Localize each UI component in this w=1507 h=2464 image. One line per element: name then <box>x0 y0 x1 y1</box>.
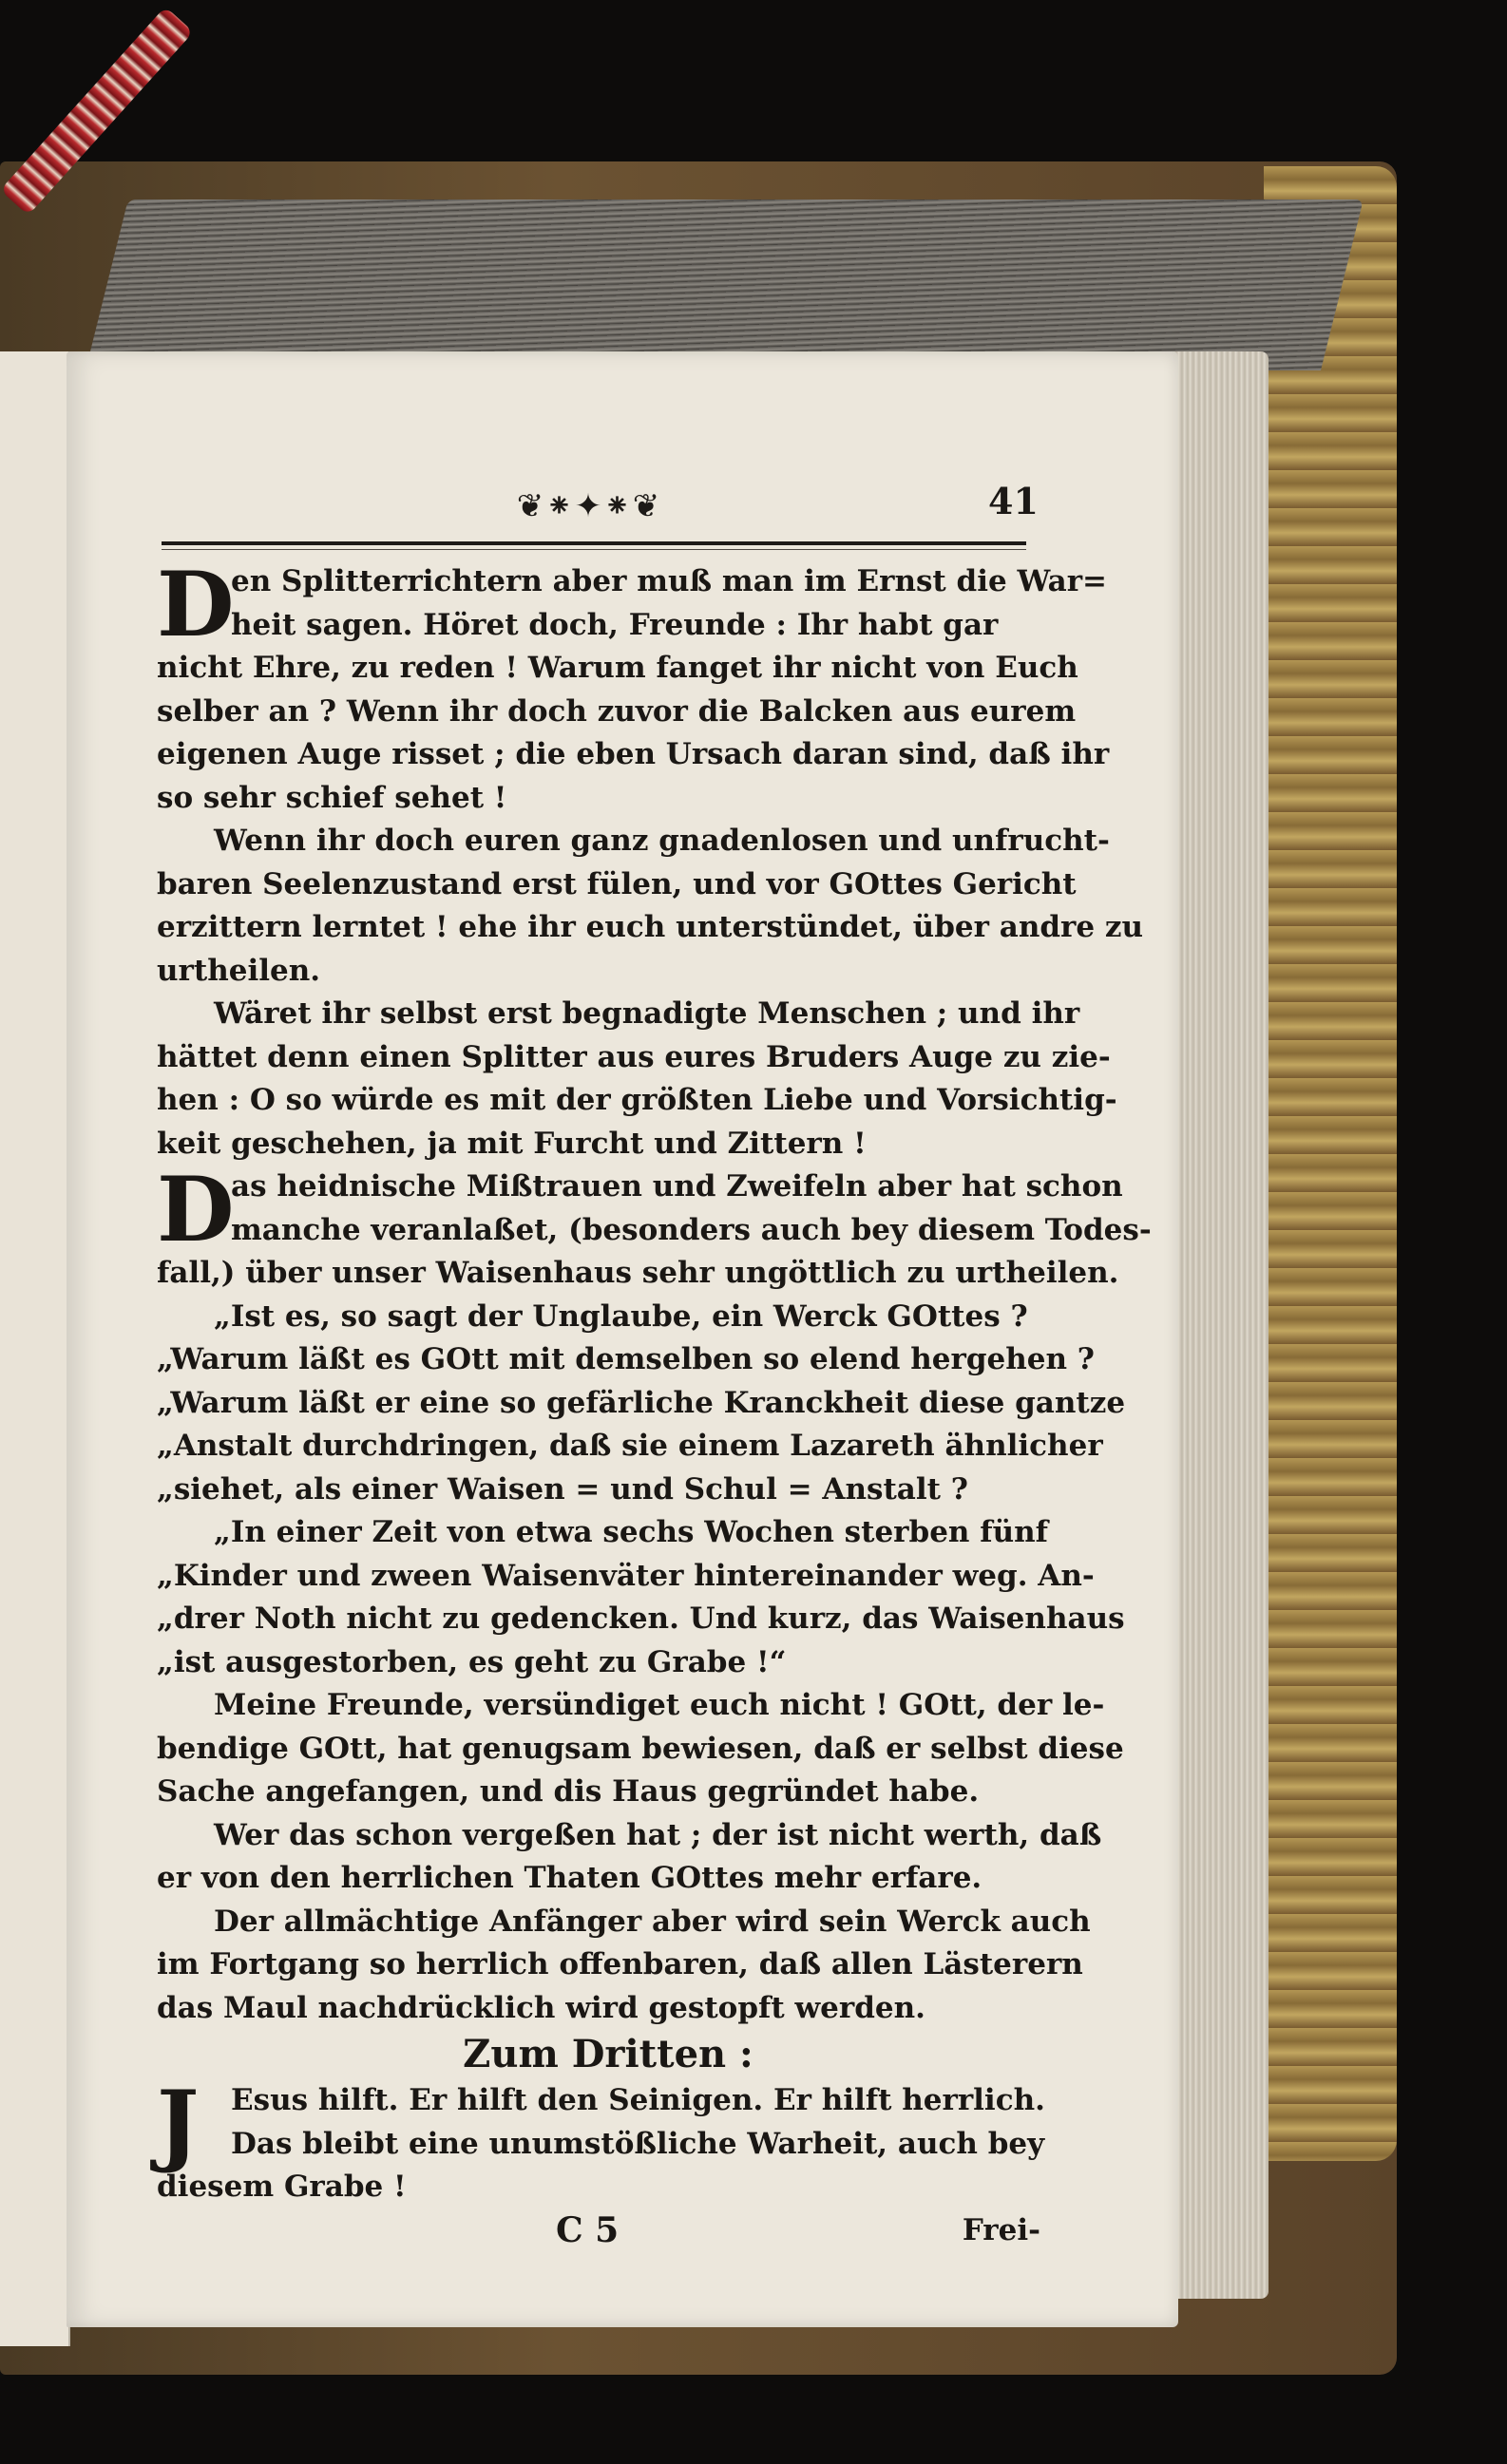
text-line: manche veranlaßet, (besonders auch bey diesem Todes- <box>231 1212 1152 1247</box>
text-line: Esus hilft. Er hilft den Seinigen. Er hilft herrlich. <box>231 2083 1045 2117</box>
text-line: „ist ausgestorben, es geht zu Grabe !“ <box>157 1644 787 1679</box>
text-line: „Anstalt durchdringen, daß sie einem Lazareth ähnlicher <box>157 1429 1103 1463</box>
drop-initial: D <box>157 553 235 657</box>
text-line: „Ist es, so sagt der Unglaube, ein Werck GOttes ? <box>214 1298 1028 1334</box>
header-rule-thin <box>162 549 1026 550</box>
text-line: keit geschehen, ja mit Furcht und Zittern ! <box>157 1126 867 1161</box>
drop-initial: D <box>157 1158 235 1262</box>
text-line: „Warum läßt es GOtt mit demselben so elend hergehen ? <box>157 1342 1095 1376</box>
text-line: bendige GOtt, hat genugsam bewiesen, daß er selbst diese <box>157 1731 1124 1766</box>
text-line: hen : O so würde es mit der größten Liebe und Vorsichtig- <box>157 1083 1117 1117</box>
catchword: Frei- <box>962 2212 1040 2247</box>
text-line: „In einer Zeit von etwa sechs Wochen sterben fünf <box>214 1515 1048 1549</box>
paragraph-10 <box>157 2072 1045 2209</box>
text-line: Sache angefangen, und dis Haus gegründet habe. <box>157 1774 980 1809</box>
page-number: 41 <box>988 480 1039 522</box>
signature-mark: C 5 <box>556 2209 620 2250</box>
header-ornament: ❦⁕✦⁕❦ <box>516 487 662 525</box>
paragraph-6 <box>157 1511 1125 1684</box>
text-line: eigenen Auge risset ; die eben Ursach daran sind, daß ihr <box>157 737 1110 771</box>
paragraph-8 <box>157 1814 1102 1901</box>
text-line: nicht Ehre, zu reden ! Warum fanget ihr nicht von Euch <box>157 651 1078 685</box>
text-line: Wenn ihr doch euren ganz gnadenlosen und unfrucht- <box>214 824 1110 858</box>
paragraph-3 <box>157 993 1117 1166</box>
paragraph-4 <box>157 1158 1152 1296</box>
text-line: as heidnische Mißtrauen und Zweifeln aber hat schon <box>231 1169 1123 1204</box>
paragraph-7 <box>157 1684 1124 1814</box>
text-line: „drer Noth nicht zu gedencken. Und kurz, das Waisenhaus <box>157 1602 1125 1636</box>
text-line: fall,) über unser Waisenhaus sehr ungöttlich zu urtheilen. <box>157 1256 1119 1290</box>
text-line: im Fortgang so herrlich offenbaren, daß allen Lästerern <box>157 1947 1083 1981</box>
paragraph-5 <box>157 1296 1126 1512</box>
paragraph-9 <box>157 1901 1091 2031</box>
text-line: Das bleibt eine unumstößliche Warheit, auch bey <box>231 2126 1045 2161</box>
paragraph-2 <box>157 820 1144 993</box>
text-line: das Maul nachdrücklich wird gestopft werden. <box>157 1990 925 2025</box>
header-rule <box>162 541 1026 545</box>
text-line: selber an ? Wenn ihr doch zuvor die Balcken aus eurem <box>157 693 1077 729</box>
drop-initial: J <box>157 2072 200 2176</box>
section-heading: Zum Dritten : <box>463 2032 754 2076</box>
text-line: urtheilen. <box>157 953 321 988</box>
text-line: Wer das schon vergeßen hat ; der ist nicht werth, daß <box>214 1817 1102 1852</box>
page-block-top-edge <box>86 199 1364 370</box>
page-block-side-edge <box>1173 351 1269 2299</box>
text-line: „Warum läßt er eine so gefärliche Kranckheit diese gantze <box>157 1385 1126 1420</box>
text-line: er von den herrlichen Thaten GOttes mehr erfare. <box>157 1861 982 1895</box>
text-line: heit sagen. Höret doch, Freunde : Ihr habt gar <box>231 607 999 642</box>
text-line: „Kinder und zween Waisenväter hintereinander weg. An- <box>157 1558 1095 1593</box>
text-line: erzittern lerntet ! ehe ihr euch unterstündet, über andre zu <box>157 910 1144 944</box>
text-line: Der allmächtige Anfänger aber wird sein Werck auch <box>214 1904 1091 1939</box>
text-line: diesem Grabe ! <box>157 2170 407 2204</box>
text-line: hättet denn einen Splitter aus eures Bruders Auge zu zie- <box>157 1039 1111 1074</box>
page-footer <box>157 2209 1040 2253</box>
left-page-edge <box>0 351 70 2346</box>
text-line: „siehet, als einer Waisen = und Schul = Anstalt ? <box>157 1471 968 1507</box>
text-line: en Splitterrichtern aber muß man im Ernst die War= <box>231 564 1108 598</box>
text-line: Wäret ihr selbst erst begnadigte Menschen ; und ihr <box>214 996 1080 1031</box>
paragraph-1 <box>157 553 1110 820</box>
text-line: Meine Freunde, versündiget euch nicht ! GOtt, der le- <box>214 1688 1105 1722</box>
page-text <box>157 553 1152 2252</box>
text-line: so sehr schief sehet ! <box>157 780 507 815</box>
book-cover-edge <box>1264 166 1397 2161</box>
text-line: baren Seelenzustand erst fülen, und vor GOttes Gericht <box>157 866 1077 901</box>
